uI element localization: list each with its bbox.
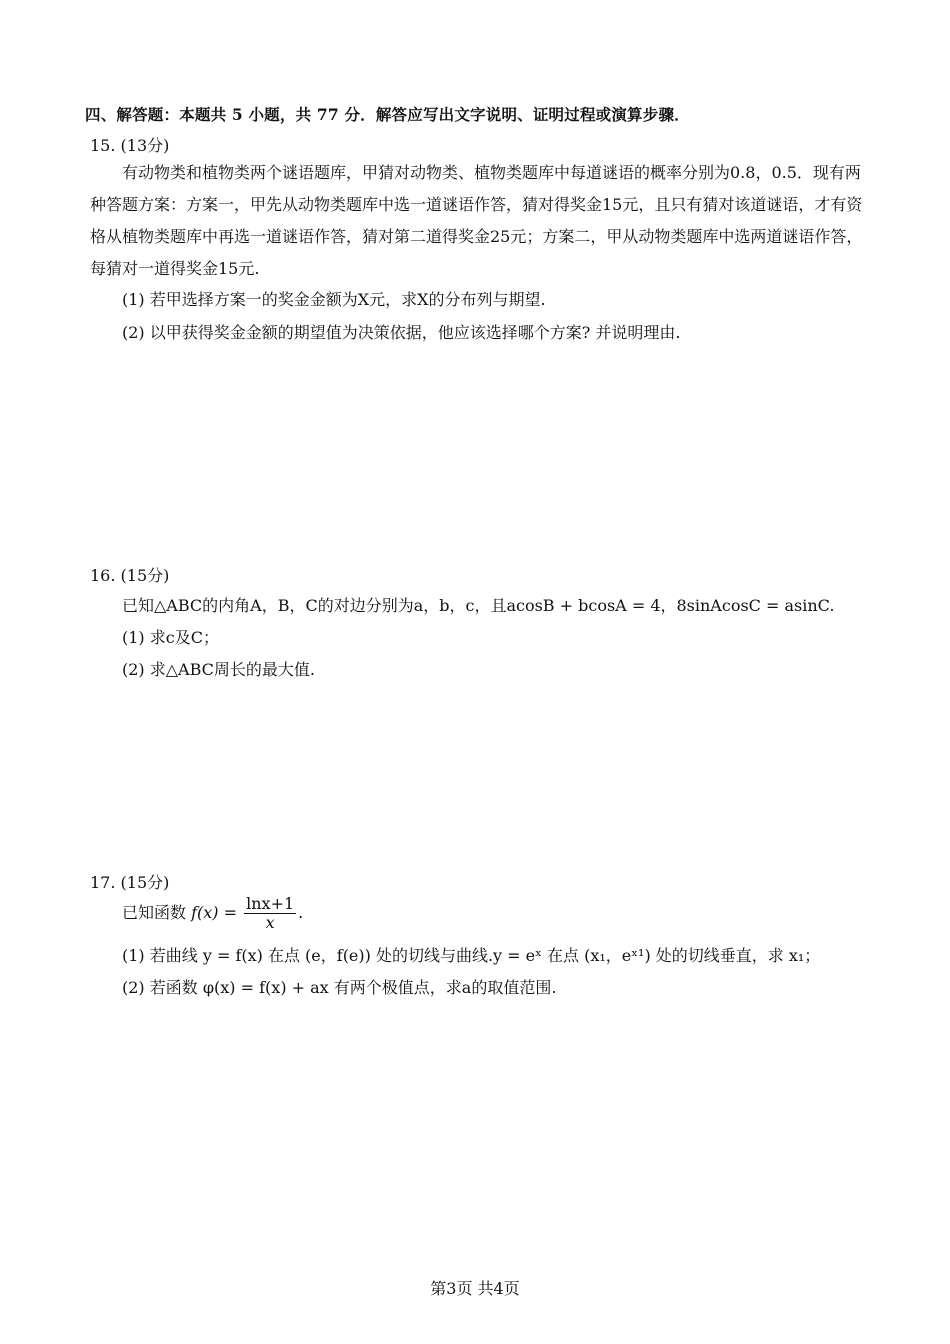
- question-16-number: 16. (15分): [90, 566, 170, 585]
- question-17-part-2: (2) 若函数 φ(x) = f(x) + ax 有两个极值点，求a的取值范围.: [122, 978, 557, 997]
- question-17-part-1: (1) 若曲线 y = f(x) 在点 (e，f(e)) 处的切线与曲线.y = eˣ 在点 (x₁，eˣ¹) 处的切线垂直，求 x₁；: [122, 946, 821, 965]
- question-17-intro-suffix: .: [298, 903, 304, 922]
- section-header: 四、解答题：本题共 5 小题，共 77 分．解答应写出文字说明、证明过程或演算步骤．: [85, 105, 690, 124]
- question-15-number: 15. (13分): [90, 136, 170, 155]
- question-15-body: [90, 157, 865, 285]
- fraction-numerator: lnx+1: [246, 894, 295, 913]
- question-16-part-2: (2) 求△ABC周长的最大值.: [122, 660, 315, 679]
- question-16-body: 已知△ABC的内角A，B，C的对边分别为a，b，c，且acosB + bcosA = 4，8sinAcosC = asinC.: [122, 596, 835, 615]
- question-17-intro: [122, 895, 303, 932]
- page-footer: 第3页 共4页: [430, 1279, 520, 1298]
- question-17-intro-prefix: 已知函数: [122, 903, 187, 922]
- question-16-part-1: (1) 求c及C；: [122, 628, 219, 647]
- question-17-fraction: [244, 895, 296, 932]
- fraction-denominator: x: [265, 913, 275, 932]
- question-15-part-1: (1) 若甲选择方案一的奖金金额为X元，求X的分布列与期望.: [122, 290, 546, 309]
- question-15-part-2: (2) 以甲获得奖金金额的期望值为决策依据，他应该选择哪个方案? 并说明理由.: [122, 323, 681, 342]
- question-17-number: 17. (15分): [90, 873, 170, 892]
- question-15-body-text: 有动物类和植物类两个谜语题库，甲猜对动物类、植物类题库中每道谜语的概率分别为0.8，0.5．现有两种答题方案：方案一，甲先从动物类题库中选一道谜语作答，猜对得奖金15元，且只有猜对该道谜语，才有资格从植物类题库中再选一道谜语作答，猜对第二道得奖金25元；方案二，甲从动物类题库中选两道谜语作答，每猜对一道得奖金15元.: [90, 163, 863, 278]
- question-17-func-lhs: f(x) =: [191, 903, 238, 922]
